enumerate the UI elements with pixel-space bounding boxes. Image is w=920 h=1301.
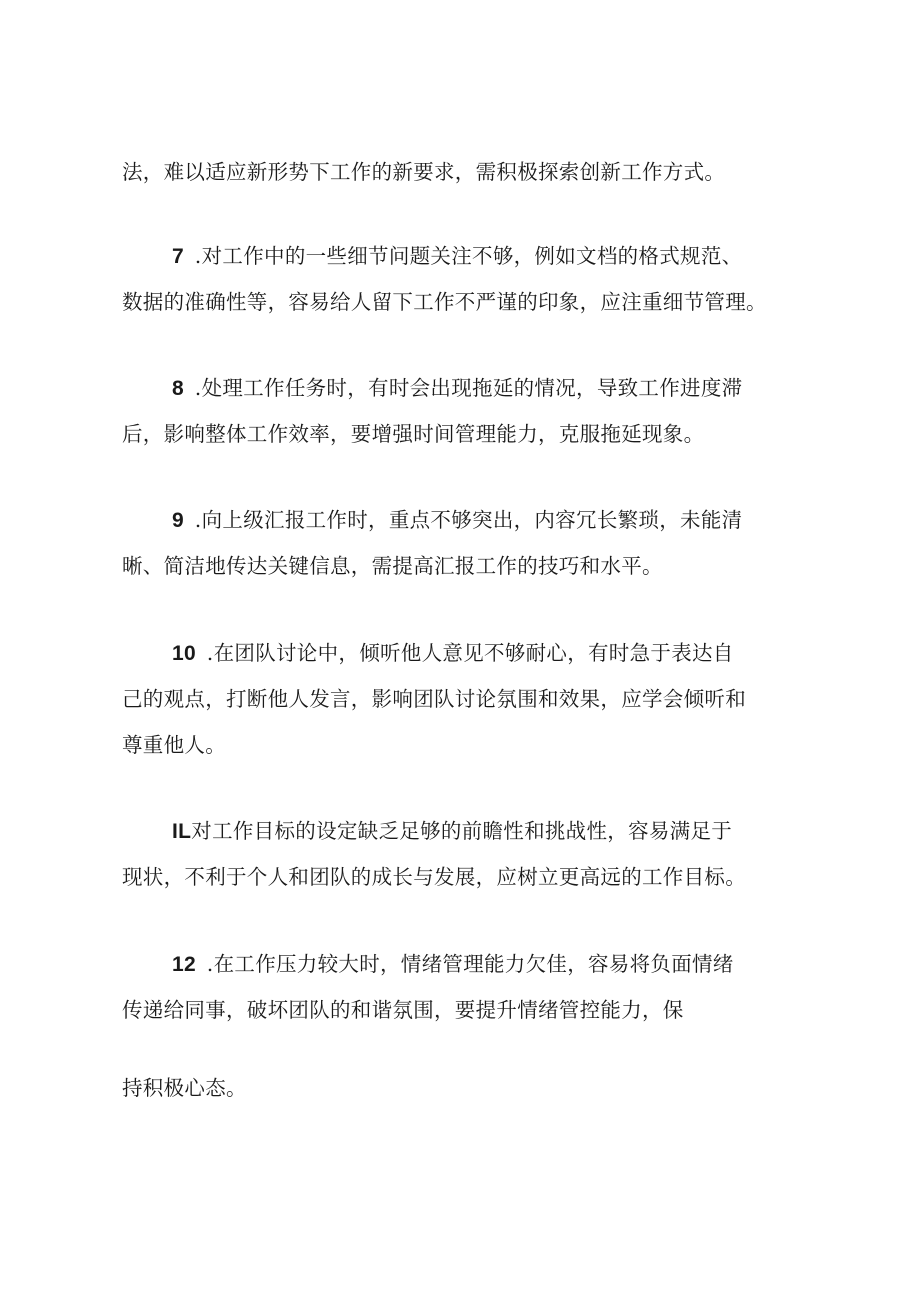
paragraph-12-line-1 [172,952,872,977]
paragraph-7-text: .对工作中的一些细节问题关注不够，例如文档的格式规范、 [187,244,743,268]
paragraph-7-line-2: 数据的准确性等，容易给人留下工作不严谨的印象，应注重细节管理。 [122,290,767,314]
paragraph-7-line-1 [172,244,872,269]
paragraph-10-line-3: 尊重他人。 [122,733,226,757]
paragraph-9-text: .向上级汇报工作时，重点不够突出，内容冗长繁琐，未能清 [187,508,743,532]
paragraph-8-line-1 [172,376,872,401]
paragraph-12-line-3: 持积极心态。 [122,1076,247,1100]
item-number-9: 9 [172,509,184,532]
item-number-11: IL [172,820,192,843]
paragraph-10-line-1 [172,641,872,666]
paragraph-10-line-2: 己的观点，打断他人发言，影响团队讨论氛围和效果，应学会倾听和 [122,687,746,711]
paragraph-8-line-2: 后，影响整体工作效率，要增强时间管理能力，克服拖延现象。 [122,422,705,446]
paragraph-12-line-2: 传递给同事，破坏团队的和谐氛围，要提升情绪管控能力，保 [122,998,684,1022]
paragraph-9-line-2: 晰、简洁地传达关键信息，需提高汇报工作的技巧和水平。 [122,554,663,578]
paragraph-11-line-1 [172,819,872,844]
paragraph-10-text: .在团队讨论中，倾听他人意见不够耐心，有时急于表达自 [199,641,734,665]
item-number-10: 10 [172,642,196,665]
paragraph-9-line-1 [172,508,872,533]
paragraph-11-text: 对工作目标的设定缺乏足够的前瞻性和挑战性，容易满足于 [191,819,733,843]
paragraph-8-text: .处理工作任务时，有时会出现拖延的情况，导致工作进度滞 [187,376,743,400]
paragraph-0-line-1: 法，难以适应新形势下工作的新要求，需积极探索创新工作方式。 [122,160,726,184]
item-number-8: 8 [172,377,184,400]
item-number-12: 12 [172,953,196,976]
item-number-7: 7 [172,245,184,268]
paragraph-12-text: .在工作压力较大时，情绪管理能力欠佳，容易将负面情绪 [199,952,734,976]
paragraph-11-line-2: 现状，不利于个人和团队的成长与发展，应树立更高远的工作目标。 [122,865,746,889]
